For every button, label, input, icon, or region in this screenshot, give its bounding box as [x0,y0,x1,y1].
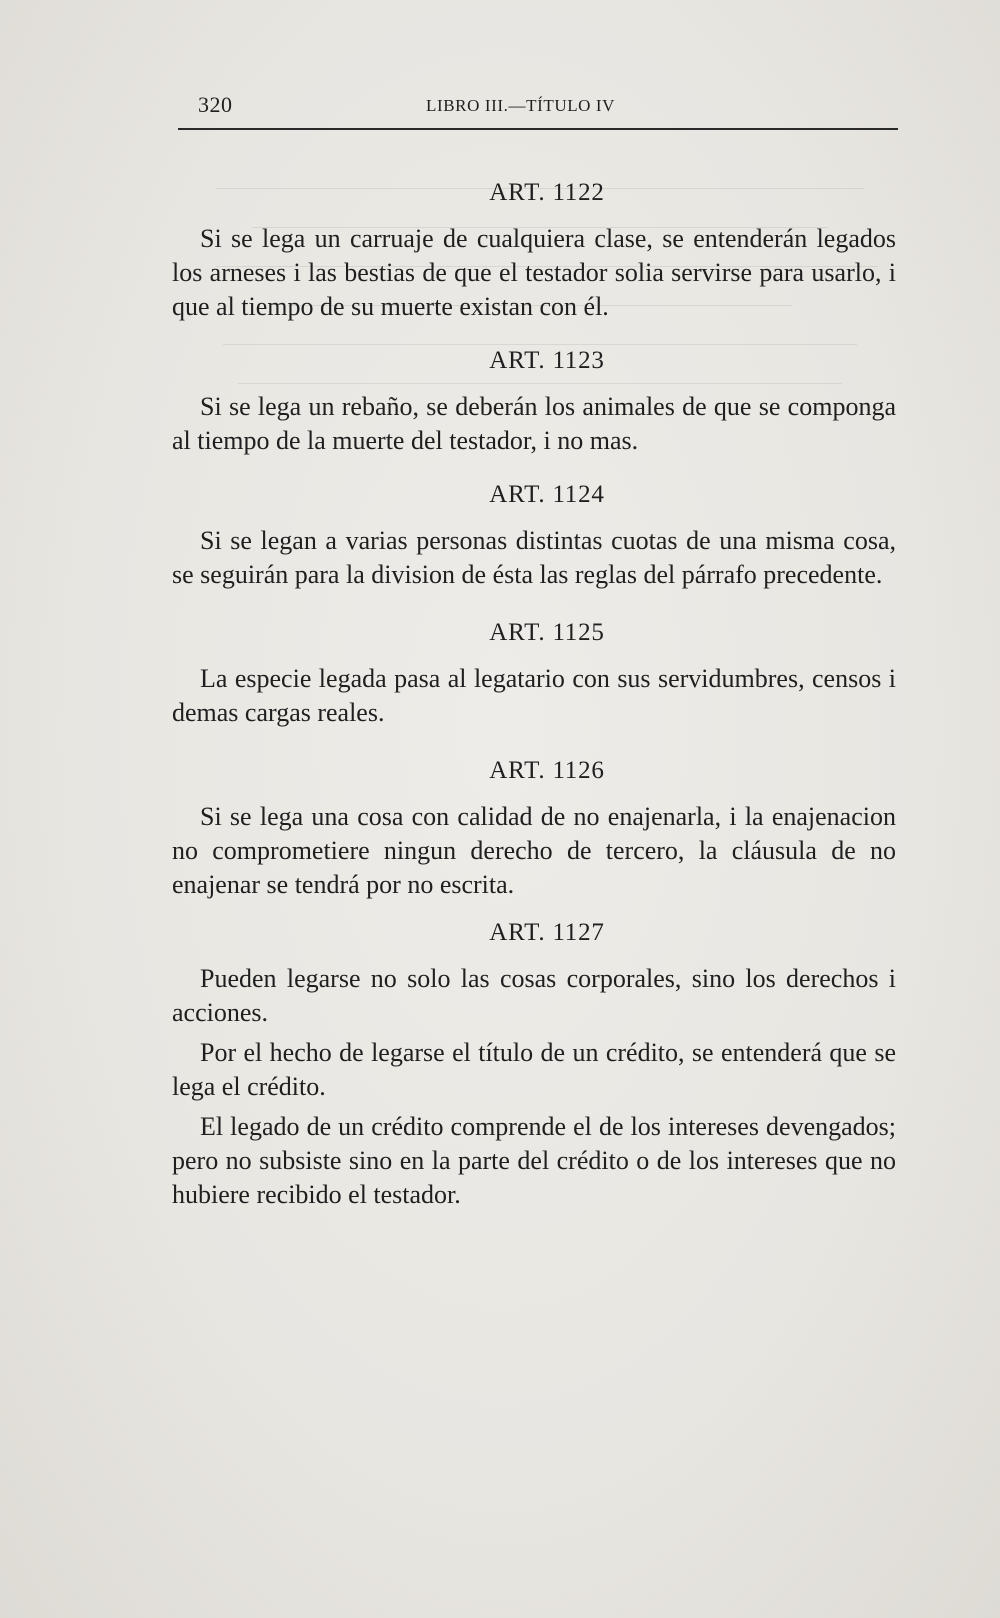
page-body [172,178,896,1218]
article-prefix: A [489,757,509,784]
article-paragraph: Si se lega un rebaño, se deberán los animales de que se componga al tiempo de la muerte del testador, i no mas. [172,392,896,455]
article-heading [172,178,896,208]
article-prefix: A [489,347,509,374]
article-1125 [172,618,896,730]
article-number: 1125 [552,619,605,646]
article-1126 [172,756,896,902]
article-prefix: A [489,919,509,946]
article-paragraph: Por el hecho de legarse el título de un crédito, se entenderá que se lega el crédito. [172,1038,896,1101]
article-number: 1123 [552,347,605,374]
running-head: LIBRO III.—TÍTULO IV [426,96,616,115]
article-number: 1127 [552,919,605,946]
article-paragraph: Si se lega un carruaje de cualquiera clase, se entenderán legados los arneses i las bestias de que el testador solia servirse para usarlo, i que al tiempo de su muerte existan con él. [172,224,896,321]
article-prefix-small: RT. [508,179,546,206]
article-number: 1122 [552,179,605,206]
article-1123 [172,346,896,458]
article-prefix: A [489,179,509,206]
article-1127 [172,918,896,1212]
article-prefix-small: RT. [508,619,546,646]
article-paragraph: Si se lega una cosa con calidad de no enajenarla, i la enajenacion no comprometiere ningun derecho de tercero, la cláusula de no enajenar se tendrá por no escrita. [172,802,896,899]
article-1124 [172,480,896,592]
article-heading [172,346,896,376]
article-prefix: A [489,619,509,646]
article-heading [172,618,896,648]
article-paragraph: La especie legada pasa al legatario con sus servidumbres, censos i demas cargas reales. [172,664,896,727]
article-number: 1126 [552,757,605,784]
article-1122 [172,178,896,324]
article-paragraph: Pueden legarse no solo las cosas corporales, sino los derechos i acciones. [172,964,896,1027]
article-prefix-small: RT. [508,347,546,374]
article-paragraph: El legado de un crédito comprende el de los intereses devengados; pero no subsiste sino en la parte del crédito o de los intereses que no hubiere recibido el testador. [172,1112,896,1209]
article-heading [172,480,896,510]
article-paragraph: Si se legan a varias personas distintas cuotas de una misma cosa, se seguirán para la division de ésta las reglas del párrafo precedente. [172,526,896,589]
article-number: 1124 [552,481,605,508]
article-heading [172,918,896,948]
page-number: 320 [198,92,233,117]
article-heading [172,756,896,786]
article-prefix-small: RT. [508,919,546,946]
article-prefix-small: RT. [508,757,546,784]
page-header [178,92,898,130]
article-prefix: A [489,481,509,508]
article-prefix-small: RT. [508,481,546,508]
